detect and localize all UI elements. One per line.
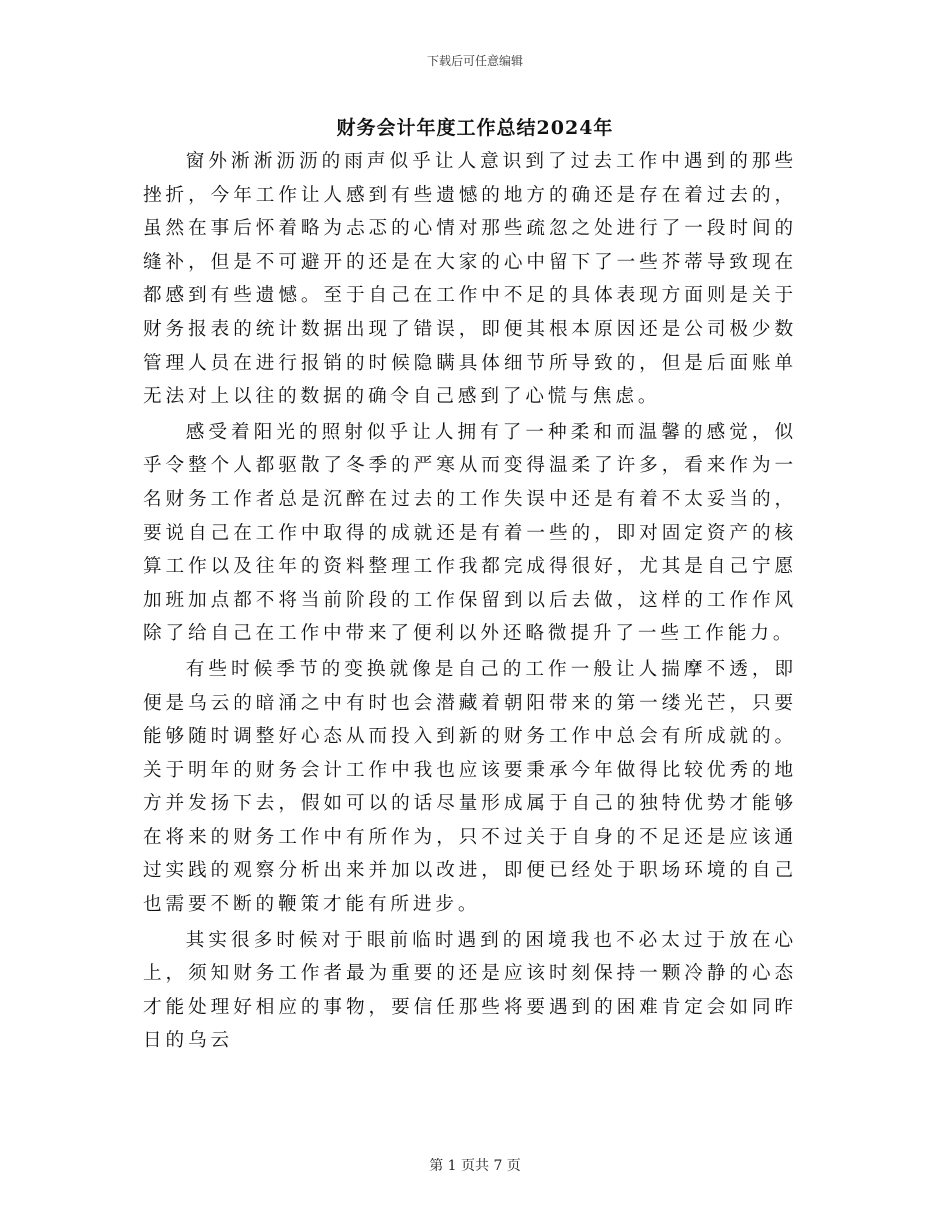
document-body	[143, 145, 797, 1060]
paragraph-1: 窗外淅淅沥沥的雨声似乎让人意识到了过去工作中遇到的那些挫折，今年工作让人感到有些遗憾的地方的确还是存在着过去的，虽然在事后怀着略为忐忑的心情对那些疏忽之处进行了一段时间的缝补，但是不可避开的还是在大家的心中留下了一些芥蒂导致现在都感到有些遗憾。至于自己在工作中不足的具体表现方面则是关于财务报表的统计数据出现了错误，即便其根本原因还是公司极少数管理人员在进行报销的时候隐瞒具体细节所导致的，但是后面账单无法对上以往的数据的确令自己感到了心慌与焦虑。	[143, 151, 797, 408]
page-number-footer: 第 1 页共 7 页	[429, 1158, 521, 1174]
paragraph-3: 有些时候季节的变换就像是自己的工作一般让人揣摩不透，即便是乌云的暗涌之中有时也会潜藏着朝阳带来的第一缕光芒，只要能够随时调整好心态从而投入到新的财务工作中总会有所成就的。关于明年的财务会计工作中我也应该要秉承今年做得比较优秀的地方并发扬下去，假如可以的话尽量形成属于自己的独特优势才能够在将来的财务工作中有所作为，只不过关于自身的不足还是应该通过实践的观察分析出来并加以改进，即便已经处于职场环境的自己也需要不断的鞭策才能有所进步。	[143, 658, 797, 916]
page-header-note: 下载后可任意编辑	[426, 54, 523, 68]
paragraph-2: 感受着阳光的照射似乎让人拥有了一种柔和而温馨的感觉，似乎令整个人都驱散了冬季的严寒从而变得温柔了许多，看来作为一名财务工作者总是沉醉在过去的工作失误中还是有着不太妥当的，要说自己在工作中取得的成就还是有着一些的，即对固定资产的核算工作以及往年的资料整理工作我都完成得很好，尤其是自己宁愿加班加点都不将当前阶段的工作保留到以后去做，这样的工作作风除了给自己在工作中带来了便利以外还略微提升了一些工作能力。	[143, 421, 797, 645]
document-title: 财务会计年度工作总结2024年	[336, 117, 614, 139]
paragraph-4: 其实很多时候对于眼前临时遇到的困境我也不必太过于放在心上，须知财务工作者最为重要的还是应该时刻保持一颗冷静的心态才能处理好相应的事物，要信任那些将要遇到的困难肯定会如同昨日的乌云	[143, 929, 797, 1052]
